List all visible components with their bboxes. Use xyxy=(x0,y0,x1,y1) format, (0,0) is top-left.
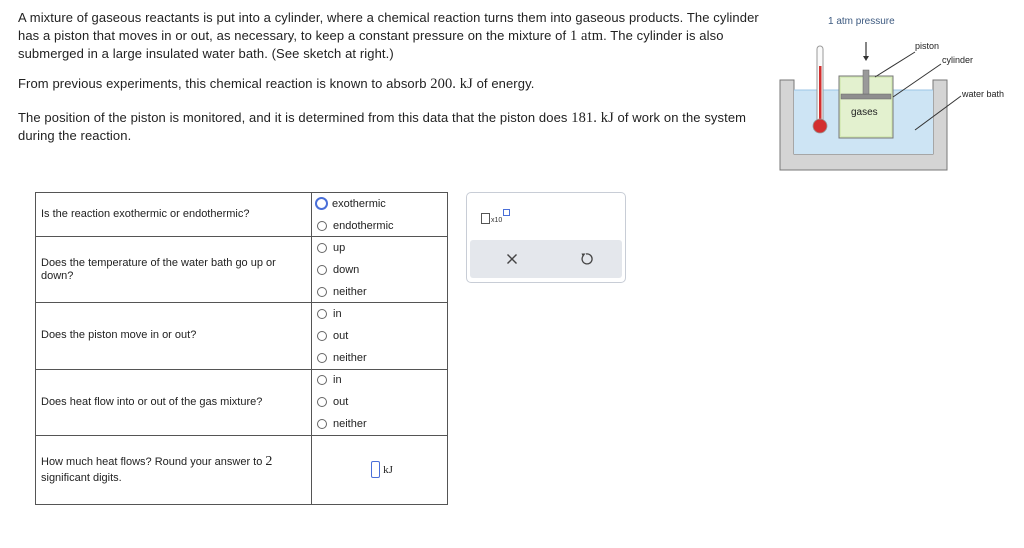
option-group xyxy=(312,237,448,303)
radio-button[interactable] xyxy=(317,287,327,297)
option-label: neither xyxy=(333,285,367,298)
radio-button[interactable] xyxy=(315,197,328,210)
question-row xyxy=(36,303,448,369)
gases-label: gases xyxy=(851,107,878,118)
option-down[interactable] xyxy=(317,259,447,281)
option-label: out xyxy=(333,396,349,409)
option-neither[interactable] xyxy=(317,281,447,303)
p1-pressure: 1 atm xyxy=(569,28,604,44)
pressure-label: 1 atm pressure xyxy=(828,16,895,27)
option-group xyxy=(312,303,448,369)
radio-button[interactable] xyxy=(317,243,327,253)
p3-end: of work on the system during the reaction. xyxy=(18,110,747,143)
unit-label: kJ xyxy=(383,463,393,476)
p3-start: The position of the piston is monitored, and it is determined from this data that the piston does xyxy=(18,110,568,125)
problem-paragraph-3 xyxy=(18,109,763,145)
option-label: up xyxy=(333,242,346,255)
cylinder-label: cylinder xyxy=(942,55,974,65)
answer-cell xyxy=(312,435,448,504)
option-neither[interactable] xyxy=(317,413,447,435)
problem-paragraph-2 xyxy=(18,75,763,93)
radio-button[interactable] xyxy=(317,419,327,429)
answer-tool-panel xyxy=(466,192,626,283)
piston-label: piston xyxy=(915,41,940,51)
radio-button[interactable] xyxy=(317,309,327,319)
option-group xyxy=(312,369,448,435)
question-start: How much heat flows? Round your answer to xyxy=(41,455,263,468)
close-icon xyxy=(506,253,518,265)
action-bar xyxy=(470,240,622,278)
p3-work: 181. kJ xyxy=(571,110,614,126)
question-text: Is the reaction exothermic or endothermic? xyxy=(36,193,312,237)
radio-button[interactable] xyxy=(317,397,327,407)
p1-end: . The cylinder is also submerged in a large insulated water bath. (See sketch at right.) xyxy=(18,28,724,61)
option-label: endothermic xyxy=(333,219,394,232)
question-row xyxy=(36,193,448,237)
radio-button[interactable] xyxy=(317,265,327,275)
undo-button[interactable] xyxy=(575,249,597,269)
option-out[interactable] xyxy=(317,391,447,413)
option-out[interactable] xyxy=(317,325,447,347)
option-label: exothermic xyxy=(332,197,386,210)
problem-paragraph-1 xyxy=(18,9,763,63)
scientific-notation-button[interactable] xyxy=(481,207,511,227)
option-label: neither xyxy=(333,351,367,364)
question-text: Does heat flow into or out of the gas mixture? xyxy=(36,369,312,435)
radio-button[interactable] xyxy=(317,331,327,341)
question-row xyxy=(36,369,448,435)
option-group xyxy=(312,193,448,237)
option-in[interactable] xyxy=(317,303,447,325)
sig-fig-count: 2 xyxy=(265,453,273,469)
x10-label: x10 xyxy=(491,217,503,224)
water-bath-label: water bath xyxy=(962,89,1005,99)
p2-start: From previous experiments, this chemical reaction is known to absorb xyxy=(18,76,427,91)
question-text: Does the temperature of the water bath go up or down? xyxy=(36,237,312,303)
exponent-box xyxy=(503,209,510,216)
clear-button[interactable] xyxy=(501,249,523,269)
question-end: significant digits. xyxy=(41,471,122,484)
radio-button[interactable] xyxy=(317,353,327,363)
p2-energy: 200. kJ xyxy=(430,76,473,92)
question-row xyxy=(36,435,448,504)
question-table xyxy=(35,192,448,505)
option-up[interactable] xyxy=(317,237,447,259)
mantissa-box xyxy=(481,213,490,224)
radio-button[interactable] xyxy=(317,375,327,385)
p1-text: A mixture of gaseous reactants is put into a cylinder, where a chemical reaction turns them into gaseous products. The cylinder has a piston that moves in or out, as necessary, to keep a constant pressure on the mixture of xyxy=(18,10,759,43)
radio-button[interactable] xyxy=(317,221,327,231)
heat-answer-input[interactable] xyxy=(371,461,380,478)
option-label: down xyxy=(333,263,360,276)
p2-end: of energy. xyxy=(476,76,535,91)
option-label: out xyxy=(333,329,349,342)
option-label: in xyxy=(333,308,342,321)
question-text: Does the piston move in or out? xyxy=(36,303,312,369)
option-neither[interactable] xyxy=(317,347,447,369)
question-row xyxy=(36,237,448,303)
undo-icon xyxy=(579,252,593,266)
apparatus-sketch xyxy=(775,8,1015,178)
question-text xyxy=(36,435,312,504)
option-exothermic[interactable] xyxy=(317,193,447,215)
option-label: in xyxy=(333,374,342,387)
option-endothermic[interactable] xyxy=(317,215,447,237)
option-in[interactable] xyxy=(317,370,447,392)
option-label: neither xyxy=(333,417,367,430)
